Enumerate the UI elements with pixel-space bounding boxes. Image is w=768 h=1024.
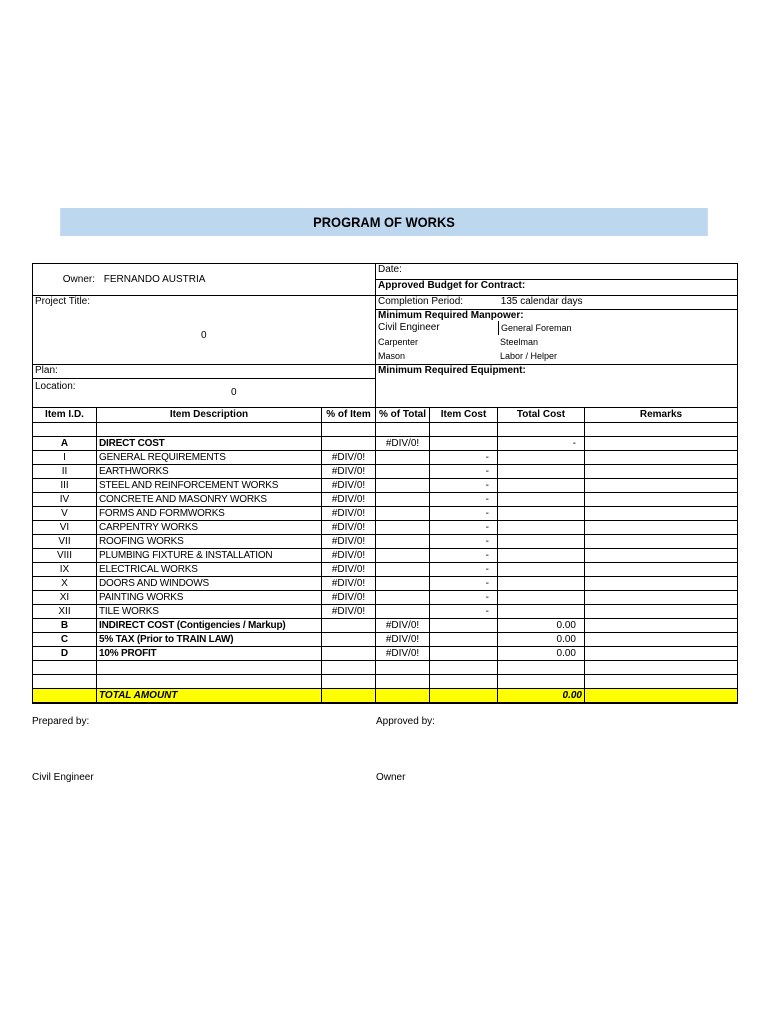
pct-item-cell: #DIV/0!: [322, 465, 376, 479]
location-value: 0: [231, 387, 237, 399]
item-description-cell: 10% PROFIT: [97, 647, 322, 661]
blank-row: [33, 661, 738, 675]
manpower-general-foreman: General Foreman: [501, 323, 572, 333]
item-cost-cell: [430, 437, 498, 451]
pct-item-cell: [322, 619, 376, 633]
item-id-cell: VI: [33, 521, 97, 535]
item-cost-cell: [430, 619, 498, 633]
item-cost-cell: -: [430, 479, 498, 493]
total-label: TOTAL AMOUNT: [97, 689, 322, 704]
pct-total-cell: [376, 535, 430, 549]
approved-by-role: Owner: [376, 772, 406, 783]
remarks-cell: [585, 521, 738, 535]
remarks-cell: [585, 535, 738, 549]
item-id-cell: XI: [33, 591, 97, 605]
pct-total-cell: [376, 605, 430, 619]
total-row: [33, 689, 738, 704]
remarks-cell: [585, 493, 738, 507]
pct-total-cell: [376, 549, 430, 563]
item-id-cell: VII: [33, 535, 97, 549]
table-row: [33, 535, 738, 549]
remarks-cell: [585, 619, 738, 633]
item-description-cell: PLUMBING FIXTURE & INSTALLATION: [97, 549, 322, 563]
table-row: [33, 521, 738, 535]
item-id-cell: VIII: [33, 549, 97, 563]
pct-total-cell: [376, 451, 430, 465]
owner-label: Owner:: [62, 274, 95, 285]
total-cost-cell: [498, 521, 585, 535]
pct-total-cell: [376, 493, 430, 507]
remarks-cell: [585, 437, 738, 451]
prepared-by-label: Prepared by:: [32, 716, 90, 727]
remarks-cell: [585, 479, 738, 493]
total-cost-cell: [498, 577, 585, 591]
item-description-cell: STEEL AND REINFORCEMENT WORKS: [97, 479, 322, 493]
prepared-by-role: Civil Engineer: [32, 772, 94, 783]
item-id-cell: A: [33, 437, 97, 451]
total-cost-cell: -: [498, 437, 585, 451]
equipment-cell: [376, 365, 738, 408]
total-cost-cell: [498, 493, 585, 507]
pct-item-cell: #DIV/0!: [322, 605, 376, 619]
date-cell: [376, 264, 738, 280]
item-description-cell: ROOFING WORKS: [97, 535, 322, 549]
pct-total-cell: [376, 591, 430, 605]
col-item-description: Item Description: [97, 408, 322, 423]
blank-row: [33, 423, 738, 437]
table-row: [33, 493, 738, 507]
remarks-cell: [585, 549, 738, 563]
pct-total-cell: [376, 521, 430, 535]
total-cost-cell: [498, 605, 585, 619]
item-cost-cell: [430, 647, 498, 661]
pct-total-cell: [376, 507, 430, 521]
pct-item-cell: #DIV/0!: [322, 507, 376, 521]
location-label: Location:: [35, 381, 76, 393]
total-cost-cell: [498, 591, 585, 605]
table-row: [33, 465, 738, 479]
header-table: [32, 263, 738, 408]
item-description-cell: DOORS AND WINDOWS: [97, 577, 322, 591]
project-title-cell: [33, 296, 376, 365]
blank-row: [33, 675, 738, 689]
remarks-cell: [585, 647, 738, 661]
col-total-cost: Total Cost: [498, 408, 585, 423]
item-id-cell: III: [33, 479, 97, 493]
date-label: Date:: [378, 264, 402, 275]
item-description-cell: ELECTRICAL WORKS: [97, 563, 322, 577]
plan-cell: [33, 365, 376, 379]
table-row: [33, 479, 738, 493]
item-description-cell: CARPENTRY WORKS: [97, 521, 322, 535]
project-title-label: Project Title:: [35, 296, 91, 307]
total-cost-cell: 0.00: [498, 647, 585, 661]
item-description-cell: CONCRETE AND MASONRY WORKS: [97, 493, 322, 507]
pct-total-cell: #DIV/0!: [376, 619, 430, 633]
pct-total-cell: [376, 563, 430, 577]
location-cell: [33, 379, 376, 408]
budget-cell: [376, 280, 738, 296]
total-cost-cell: [498, 507, 585, 521]
item-id-cell: X: [33, 577, 97, 591]
remarks-cell: [585, 633, 738, 647]
item-description-cell: INDIRECT COST (Contigencies / Markup): [97, 619, 322, 633]
col-remarks: Remarks: [585, 408, 738, 423]
table-header-row: [33, 408, 738, 423]
item-cost-cell: -: [430, 605, 498, 619]
table-row: [33, 451, 738, 465]
pct-item-cell: #DIV/0!: [322, 535, 376, 549]
pct-total-cell: #DIV/0!: [376, 437, 430, 451]
col-item-cost: Item Cost: [430, 408, 498, 423]
total-cost-cell: [498, 465, 585, 479]
manpower-civil-engineer: Civil Engineer: [378, 321, 499, 335]
pct-item-cell: #DIV/0!: [322, 451, 376, 465]
pct-item-cell: [322, 647, 376, 661]
item-cost-cell: [430, 633, 498, 647]
table-row: [33, 507, 738, 521]
total-cost-cell: [498, 549, 585, 563]
total-cost-cell: [498, 535, 585, 549]
item-cost-cell: -: [430, 535, 498, 549]
item-cost-cell: -: [430, 465, 498, 479]
total-cost-cell: [498, 563, 585, 577]
item-id-cell: I: [33, 451, 97, 465]
pct-item-cell: [322, 633, 376, 647]
project-title-value: 0: [201, 330, 207, 341]
item-cost-cell: -: [430, 591, 498, 605]
item-id-cell: XII: [33, 605, 97, 619]
col-item-id: Item I.D.: [33, 408, 97, 423]
pct-item-cell: [322, 437, 376, 451]
item-description-cell: FORMS AND FORMWORKS: [97, 507, 322, 521]
pct-total-cell: [376, 465, 430, 479]
manpower-steelman: Steelman: [500, 337, 539, 347]
manpower-cell: [376, 310, 738, 365]
item-cost-cell: -: [430, 521, 498, 535]
remarks-cell: [585, 507, 738, 521]
owner-value: FERNANDO AUSTRIA: [103, 274, 206, 285]
manpower-mason: Mason: [378, 351, 406, 361]
item-description-cell: GENERAL REQUIREMENTS: [97, 451, 322, 465]
pct-item-cell: #DIV/0!: [322, 549, 376, 563]
item-id-cell: B: [33, 619, 97, 633]
completion-label: Completion Period:: [378, 296, 464, 307]
table-row: [33, 647, 738, 661]
col-pct-item: % of Item: [322, 408, 376, 423]
item-id-cell: C: [33, 633, 97, 647]
manpower-label: Minimum Required Manpower:: [378, 310, 524, 321]
table-row: [33, 563, 738, 577]
works-table: [32, 407, 738, 704]
owner-cell: [33, 264, 376, 296]
remarks-cell: [585, 563, 738, 577]
pct-item-cell: #DIV/0!: [322, 521, 376, 535]
budget-label: Approved Budget for Contract:: [378, 280, 526, 291]
item-cost-cell: -: [430, 507, 498, 521]
completion-cell: [376, 296, 738, 310]
table-row: [33, 437, 738, 451]
item-id-cell: IV: [33, 493, 97, 507]
pct-total-cell: #DIV/0!: [376, 647, 430, 661]
pct-item-cell: #DIV/0!: [322, 577, 376, 591]
table-row: [33, 633, 738, 647]
plan-label: Plan:: [35, 365, 58, 376]
table-row: [33, 605, 738, 619]
manpower-carpenter: Carpenter: [378, 337, 419, 347]
item-description-cell: TILE WORKS: [97, 605, 322, 619]
item-cost-cell: -: [430, 451, 498, 465]
item-cost-cell: -: [430, 493, 498, 507]
table-row: [33, 577, 738, 591]
pct-item-cell: #DIV/0!: [322, 563, 376, 577]
total-cost-cell: [498, 479, 585, 493]
pct-item-cell: #DIV/0!: [322, 479, 376, 493]
table-row: [33, 619, 738, 633]
remarks-cell: [585, 465, 738, 479]
approved-by-label: Approved by:: [376, 716, 435, 727]
document-title: [60, 208, 708, 236]
item-cost-cell: -: [430, 549, 498, 563]
table-body: [33, 437, 738, 661]
pct-item-cell: #DIV/0!: [322, 493, 376, 507]
item-description-cell: 5% TAX (Prior to TRAIN LAW): [97, 633, 322, 647]
completion-value: 135 calendar days: [500, 296, 583, 307]
title-text: PROGRAM OF WORKS: [313, 214, 455, 230]
remarks-cell: [585, 591, 738, 605]
item-id-cell: II: [33, 465, 97, 479]
pct-total-cell: #DIV/0!: [376, 633, 430, 647]
pct-item-cell: #DIV/0!: [322, 591, 376, 605]
item-id-cell: IX: [33, 563, 97, 577]
total-cost-cell: 0.00: [498, 619, 585, 633]
total-cost-cell: [498, 451, 585, 465]
item-cost-cell: -: [430, 577, 498, 591]
item-cost-cell: -: [430, 563, 498, 577]
total-value: 0.00: [498, 689, 585, 704]
item-id-cell: V: [33, 507, 97, 521]
table-row: [33, 549, 738, 563]
total-cost-cell: 0.00: [498, 633, 585, 647]
remarks-cell: [585, 605, 738, 619]
item-description-cell: PAINTING WORKS: [97, 591, 322, 605]
equipment-label: Minimum Required Equipment:: [378, 365, 526, 376]
item-description-cell: DIRECT COST: [97, 437, 322, 451]
manpower-labor-helper: Labor / Helper: [500, 351, 558, 361]
remarks-cell: [585, 451, 738, 465]
remarks-cell: [585, 577, 738, 591]
col-pct-total: % of Total: [376, 408, 430, 423]
pct-total-cell: [376, 577, 430, 591]
table-row: [33, 591, 738, 605]
pct-total-cell: [376, 479, 430, 493]
item-id-cell: D: [33, 647, 97, 661]
item-description-cell: EARTHWORKS: [97, 465, 322, 479]
